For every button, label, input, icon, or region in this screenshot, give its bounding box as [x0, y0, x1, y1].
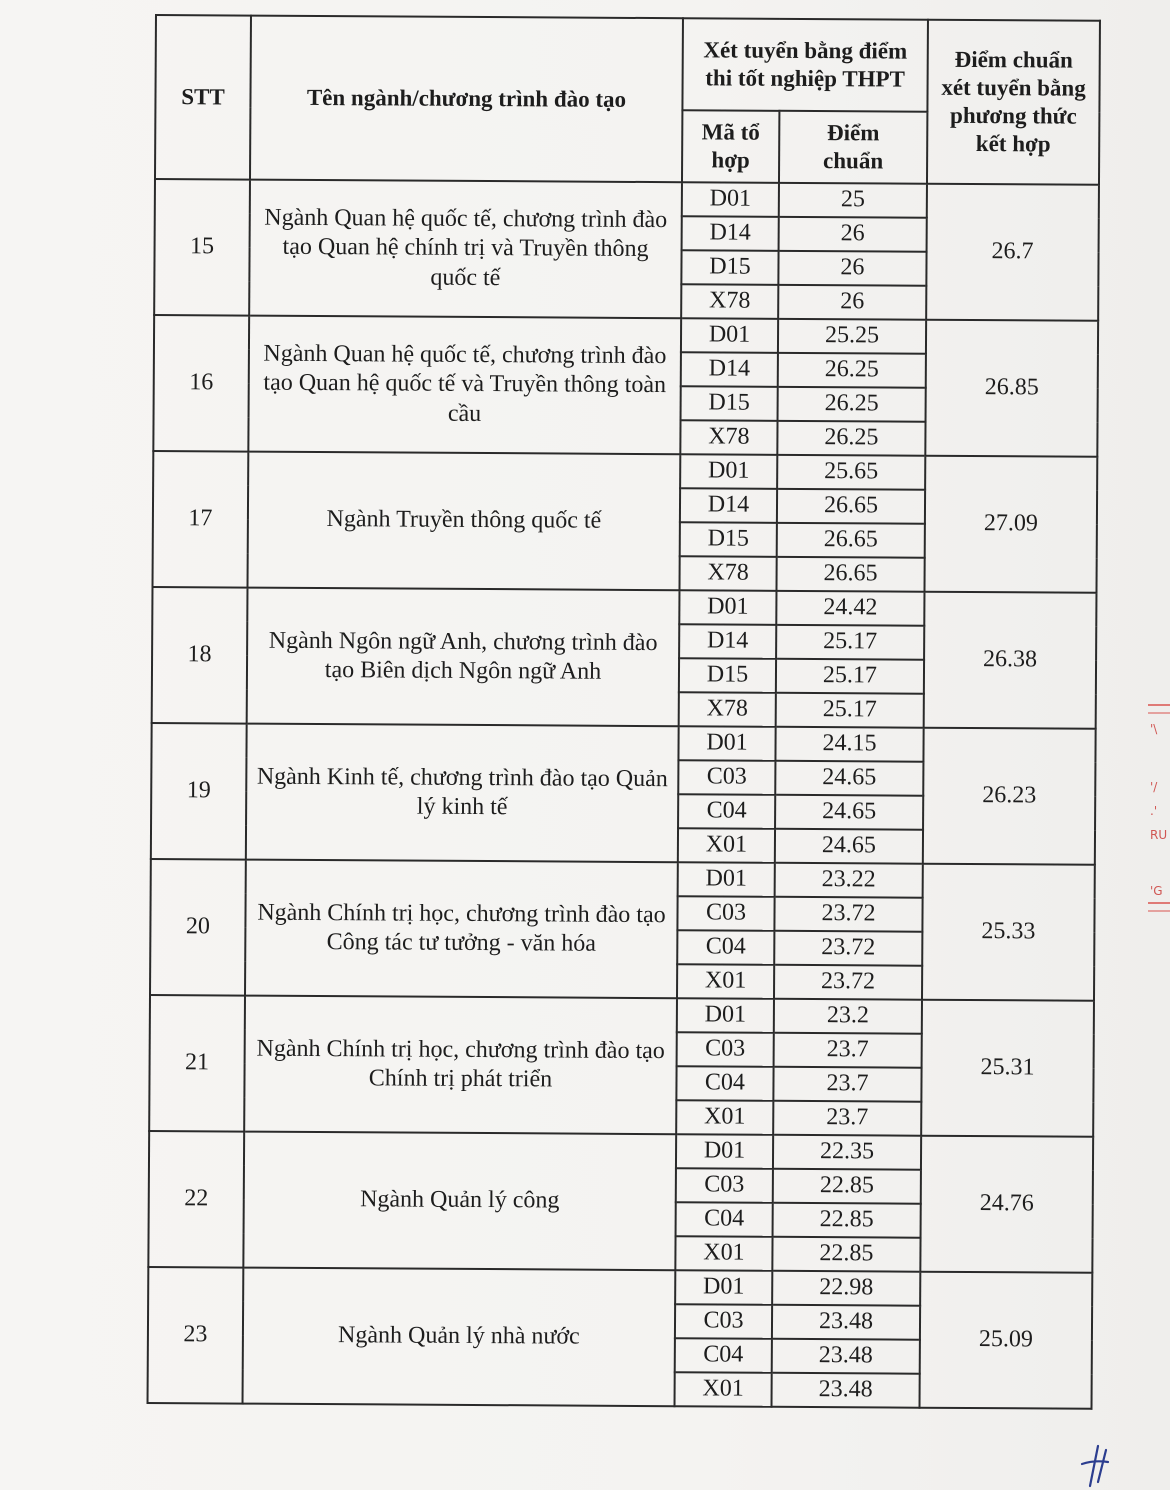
admission-score-table	[147, 14, 1101, 1410]
row-combo-code: D01	[682, 182, 779, 217]
row-combo-code: D15	[681, 250, 778, 285]
row-combo-code: X01	[677, 964, 774, 999]
row-exam-score: 25	[779, 183, 927, 218]
row-combo-code: X78	[681, 284, 778, 319]
row-combo-code: D15	[681, 386, 778, 421]
row-exam-score: 25.17	[776, 659, 924, 694]
row-combo-code: X01	[676, 1100, 773, 1135]
row-exam-score: 26.65	[776, 557, 924, 592]
table-row	[148, 1267, 1092, 1307]
row-combo-code: D14	[680, 488, 777, 523]
row-combined-score: 26.7	[926, 184, 1099, 321]
row-exam-score: 25.25	[778, 319, 926, 354]
row-exam-score: 22.85	[773, 1203, 921, 1238]
row-combo-code: D15	[679, 658, 776, 693]
row-exam-score: 25.17	[776, 625, 924, 660]
table-row	[152, 587, 1096, 627]
table-row	[151, 859, 1095, 899]
row-combo-code: C04	[678, 794, 775, 829]
red-stamp-fragment: '\ '/ .' RU 'G	[1144, 700, 1170, 920]
row-combo-code: D01	[679, 590, 776, 625]
row-exam-score: 24.15	[775, 727, 923, 762]
row-combo-code: D01	[675, 1270, 772, 1305]
row-combo-code: D14	[679, 624, 776, 659]
header-program: Tên ngành/chương trình đào tạo	[250, 16, 683, 183]
header-stt: STT	[155, 15, 251, 180]
header-exam-score: Điểm chuẩn	[779, 111, 927, 184]
row-stt: 21	[149, 995, 245, 1132]
row-exam-score: 26	[778, 251, 926, 286]
row-combo-code: D15	[680, 522, 777, 557]
row-stt: 22	[148, 1131, 244, 1268]
table-row	[151, 723, 1095, 763]
row-combined-score: 26.23	[923, 728, 1096, 865]
row-exam-score: 24.65	[775, 761, 923, 796]
row-exam-score: 22.35	[773, 1135, 921, 1170]
row-exam-score: 26.25	[777, 421, 925, 456]
row-combo-code: D01	[680, 454, 777, 489]
header-combined: Điểm chuẩn xét tuyển bằng phương thức kết hợp	[927, 20, 1100, 185]
row-combo-code: D14	[681, 352, 778, 387]
row-exam-score: 22.98	[772, 1271, 920, 1306]
row-exam-score: 22.85	[773, 1169, 921, 1204]
table-row	[149, 1131, 1093, 1171]
row-stt: 17	[152, 451, 248, 588]
handwritten-initial	[1068, 1440, 1128, 1490]
row-combo-code: C03	[678, 760, 775, 795]
row-exam-score: 23.48	[772, 1373, 920, 1408]
row-stt: 18	[152, 587, 248, 724]
row-exam-score: 22.85	[772, 1237, 920, 1272]
row-exam-score: 23.48	[772, 1339, 920, 1374]
table-row	[155, 179, 1099, 219]
row-exam-score: 26.25	[778, 387, 926, 422]
row-program-name: Ngành Quan hệ quốc tế, chương trình đào tạo Quan hệ chính trị và Truyền thông quốc tế	[249, 180, 682, 319]
row-combined-score: 27.09	[924, 456, 1097, 593]
row-combo-code: C04	[676, 1066, 773, 1101]
row-exam-score: 23.72	[774, 897, 922, 932]
row-exam-score: 24.42	[776, 591, 924, 626]
row-combo-code: X01	[675, 1372, 772, 1407]
row-exam-score: 25.65	[777, 455, 925, 490]
row-combo-code: C03	[677, 1032, 774, 1067]
row-combined-score: 25.31	[921, 1000, 1094, 1137]
row-combined-score: 25.09	[920, 1272, 1093, 1409]
row-stt: 19	[151, 723, 247, 860]
header-row-top	[155, 15, 1100, 113]
table-row	[153, 451, 1097, 491]
row-program-name: Ngành Chính trị học, chương trình đào tạo Công tác tư tưởng - văn hóa	[245, 860, 678, 999]
row-combo-code: C04	[676, 1202, 773, 1237]
row-combined-score: 25.33	[922, 864, 1095, 1001]
row-stt: 15	[154, 179, 250, 316]
row-program-name: Ngành Quan hệ quốc tế, chương trình đào tạo Quan hệ quốc tế và Truyền thông toàn cầu	[248, 316, 681, 455]
row-exam-score: 23.22	[775, 863, 923, 898]
header-exam-group: Xét tuyển bằng điểm thi tốt nghiệp THPT	[682, 18, 928, 111]
row-program-name: Ngành Quản lý công	[243, 1132, 676, 1271]
row-exam-score: 23.2	[774, 999, 922, 1034]
table-row	[154, 315, 1098, 355]
row-exam-score: 25.17	[776, 693, 924, 728]
row-exam-score: 26	[779, 217, 927, 252]
row-combo-code: X01	[678, 828, 775, 863]
row-exam-score: 23.72	[774, 965, 922, 1000]
row-combo-code: X78	[679, 692, 776, 727]
row-combo-code: D14	[682, 216, 779, 251]
row-combined-score: 26.85	[925, 320, 1098, 457]
row-combo-code: C04	[677, 930, 774, 965]
row-program-name: Ngành Quản lý nhà nước	[243, 1268, 676, 1407]
table-row	[150, 995, 1094, 1035]
row-combo-code: D01	[676, 1134, 773, 1169]
row-stt: 23	[148, 1267, 244, 1404]
row-program-name: Ngành Kinh tế, chương trình đào tạo Quản lý kinh tế	[246, 724, 679, 863]
row-combo-code: C03	[676, 1168, 773, 1203]
table-body	[148, 179, 1099, 1409]
row-stt: 16	[153, 315, 249, 452]
row-combo-code: D01	[677, 998, 774, 1033]
row-combined-score: 26.38	[924, 592, 1097, 729]
row-combo-code: C04	[675, 1338, 772, 1373]
row-program-name: Ngành Chính trị học, chương trình đào tạo Chính trị phát triển	[244, 996, 677, 1135]
row-exam-score: 23.7	[773, 1101, 921, 1136]
row-stt: 20	[150, 859, 246, 996]
header-combo-code: Mã tổ hợp	[682, 110, 779, 183]
row-program-name: Ngành Truyền thông quốc tế	[247, 452, 680, 591]
row-exam-score: 23.7	[774, 1033, 922, 1068]
row-exam-score: 23.72	[774, 931, 922, 966]
row-combo-code: X78	[679, 556, 776, 591]
row-exam-score: 24.65	[775, 795, 923, 830]
row-combo-code: C03	[677, 896, 774, 931]
row-combo-code: C03	[675, 1304, 772, 1339]
row-combo-code: X01	[675, 1236, 772, 1271]
row-exam-score: 26	[778, 285, 926, 320]
row-exam-score: 26.65	[777, 489, 925, 524]
row-exam-score: 24.65	[775, 829, 923, 864]
row-exam-score: 23.7	[773, 1067, 921, 1102]
row-program-name: Ngành Ngôn ngữ Anh, chương trình đào tạo Biên dịch Ngôn ngữ Anh	[247, 588, 680, 727]
row-combo-code: D01	[678, 862, 775, 897]
row-combined-score: 24.76	[920, 1136, 1093, 1273]
row-combo-code: D01	[678, 726, 775, 761]
row-combo-code: X78	[680, 420, 777, 455]
row-exam-score: 26.65	[777, 523, 925, 558]
row-exam-score: 23.48	[772, 1305, 920, 1340]
row-combo-code: D01	[681, 318, 778, 353]
row-exam-score: 26.25	[778, 353, 926, 388]
